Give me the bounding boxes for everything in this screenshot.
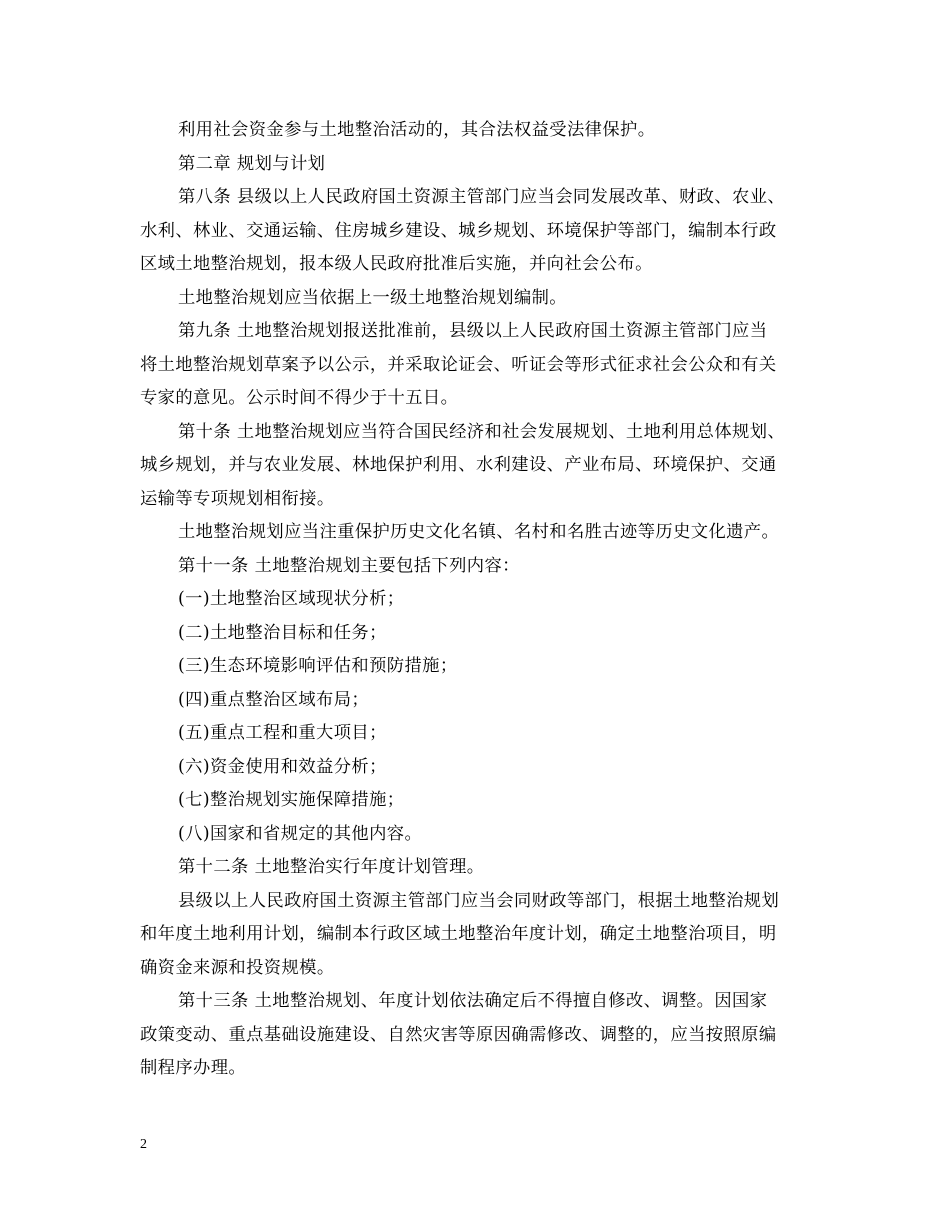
text-line: 确资金来源和投资规模。 <box>140 957 335 978</box>
article-9-line: 专家的意见。公示时间不得少于十五日。 <box>140 388 459 408</box>
article-10-line: 城乡规划，并与农业发展、林地保护利用、水利建设、产业布局、环境保护、交通 <box>140 455 777 475</box>
list-item: (七)整治规划实施保障措施； <box>178 790 405 810</box>
text-line: 利用社会资金参与土地整治活动的，其合法权益受法律保护。 <box>178 120 656 140</box>
list-item: (八)国家和省规定的其他内容。 <box>178 823 423 844</box>
text-line: 县级以上人民政府国土资源主管部门应当会同财政等部门，根据土地整治规划 <box>178 890 780 911</box>
list-item: (五)重点工程和重大项目； <box>178 723 387 743</box>
text-line: 土地整治规划应当注重保护历史文化名镇、名村和名胜古迹等历史文化遗产。 <box>178 522 780 542</box>
list-item: (二)土地整治目标和任务； <box>178 622 387 643</box>
page-number: 2 <box>140 1137 147 1152</box>
article-10-line: 第十条 土地整治规划应当符合国民经济和社会发展规划、土地利用总体规划、 <box>178 421 786 442</box>
list-item: (一)土地整治区域现状分析； <box>178 589 405 609</box>
list-item: (四)重点整治区域布局； <box>178 689 370 710</box>
article-13-line: 第十三条 土地整治规划、年度计划依法确定后不得擅自修改、调整。因国家 <box>178 991 768 1011</box>
article-13-line: 制程序办理。 <box>140 1058 247 1078</box>
article-8-line: 区域土地整治规划，报本级人民政府批准后实施，并向社会公布。 <box>140 254 653 274</box>
article-13-line: 政策变动、重点基础设施建设、自然灾害等原因确需修改、调整的，应当按照原编 <box>140 1024 777 1045</box>
article-8-line: 水利、林业、交通运输、住房城乡建设、城乡规划、环境保护等部门，编制本行政 <box>140 220 777 241</box>
article-12-line: 第十二条 土地整治实行年度计划管理。 <box>178 857 485 877</box>
chapter-heading: 第二章 规划与计划 <box>178 153 326 174</box>
document-body <box>140 114 820 1086</box>
list-item: (三)生态环境影响评估和预防措施； <box>178 656 458 676</box>
article-10-line: 运输等专项规划相衔接。 <box>140 488 335 509</box>
article-8-line: 第八条 县级以上人民政府国土资源主管部门应当会同发展改革、财政、农业、 <box>178 187 786 207</box>
text-line: 土地整治规划应当依据上一级土地整治规划编制。 <box>178 287 567 308</box>
list-item: (六)资金使用和效益分析； <box>178 756 387 777</box>
article-9-line: 第九条 土地整治规划报送批准前，县级以上人民政府国土资源主管部门应当 <box>178 321 768 341</box>
article-9-line: 将土地整治规划草案予以公示，并采取论证会、听证会等形式征求社会公众和有关 <box>140 354 777 375</box>
text-line: 和年度土地利用计划，编制本行政区域土地整治年度计划，确定土地整治项目，明 <box>140 924 777 944</box>
article-11-line: 第十一条 土地整治规划主要包括下列内容： <box>178 555 520 576</box>
